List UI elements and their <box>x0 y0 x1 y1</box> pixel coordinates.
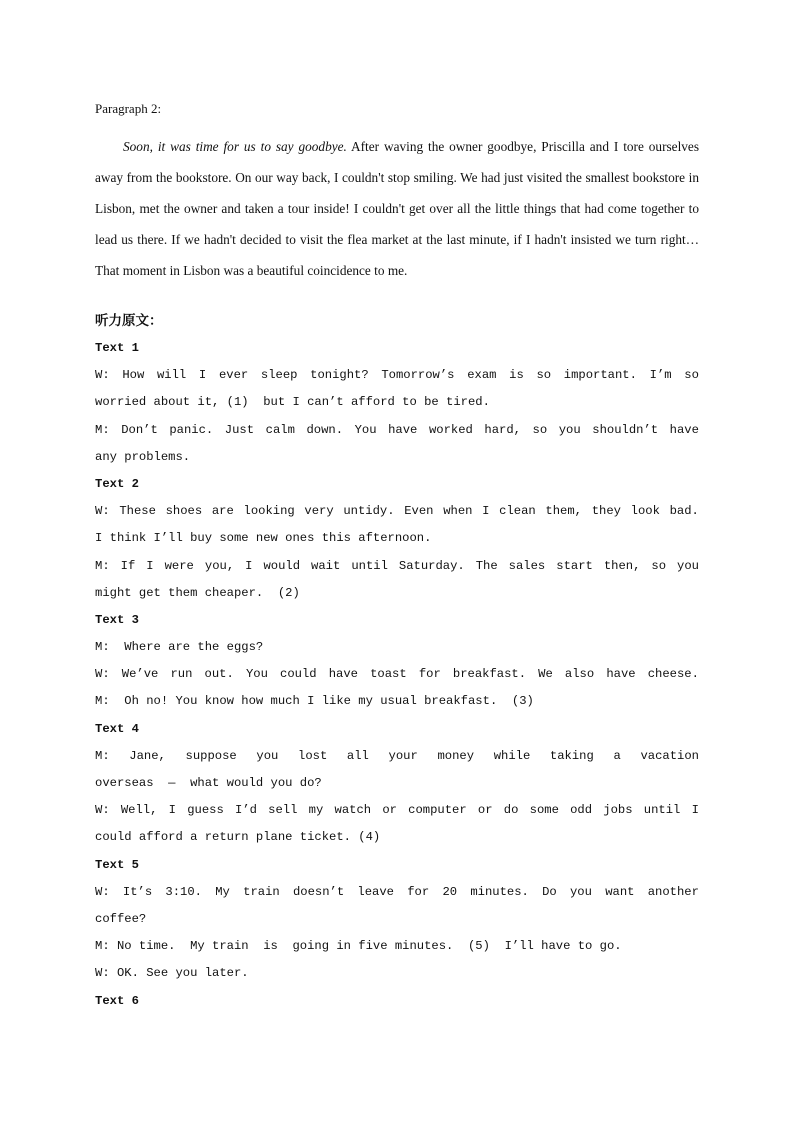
listening-title: 听力原文： <box>95 313 163 329</box>
transcript-line: overseas — what would you do? <box>95 776 322 790</box>
transcript-line: W: OK. See you later. <box>95 966 249 981</box>
transcript-line: coffee? <box>95 911 147 926</box>
transcript-line: could afford a return plane ticket. (4) <box>95 830 381 845</box>
transcript-line: M: If I were you, I would wait until Saturday. The sales start then, so you <box>95 558 699 573</box>
transcript-line: I think I’ll buy some new ones this afternoon. <box>95 531 432 546</box>
transcript-line: W: How will I ever sleep tonight? Tomorrow’s exam is so important. I’m so <box>95 368 699 383</box>
paragraph-italic-lead: Soon, it was time for us to say goodbye. <box>123 139 347 154</box>
transcript-text-label: Text 5 <box>95 857 139 872</box>
transcript-line: M: Jane, suppose you lost all your money while taking a vacation <box>95 748 699 763</box>
transcript-line: W: It’s 3:10. My train doesn’t leave for 20 minutes. Do you want another <box>95 884 699 899</box>
transcript-text-label: Text 1 <box>95 341 139 355</box>
transcript-line: any problems. <box>95 449 191 464</box>
transcript-text-label: Text 6 <box>95 993 139 1008</box>
transcript-line: W: Well, I guess I’d sell my watch or computer or do some odd jobs until I <box>95 803 699 818</box>
listening-transcript <box>95 335 699 1015</box>
transcript-line: W: These shoes are looking very untidy. Even when I clean them, they look bad. <box>95 504 699 519</box>
transcript-text-label: Text 4 <box>95 721 139 736</box>
transcript-line: might get them cheaper. (2) <box>95 585 300 600</box>
transcript-text-label: Text 2 <box>95 476 139 491</box>
transcript-line: M: Don’t panic. Just calm down. You have worked hard, so you shouldn’t have <box>95 422 699 437</box>
paragraph-text: After waving the owner goodbye, Priscilla and I tore ourselves away from the bookstore. On our way back, I couldn't stop smiling. We had just visited the smallest bookstore in Lisbon, met the owner and taken a tour inside! I couldn't get over all the little things that had come together to lead us there. If we hadn't decided to visit the flea market at the last minute, if I hadn't insisted we turn right… That moment in Lisbon was a beautiful coincidence to me. <box>95 139 699 278</box>
transcript-line: M: No time. My train is going in five minutes. (5) I’ll have to go. <box>95 939 622 954</box>
transcript-line: W: We’ve run out. You could have toast for breakfast. We also have cheese. <box>95 667 699 682</box>
transcript-line: M: Where are the eggs? <box>95 640 264 655</box>
paragraph-heading: Paragraph 2: <box>95 101 162 116</box>
transcript-line: worried about it, (1) but I can’t afford to be tired. <box>95 395 490 410</box>
paragraph-body <box>95 131 699 286</box>
transcript-line: M: Oh no! You know how much I like my usual breakfast. (3) <box>95 694 534 709</box>
transcript-text-label: Text 3 <box>95 612 139 627</box>
